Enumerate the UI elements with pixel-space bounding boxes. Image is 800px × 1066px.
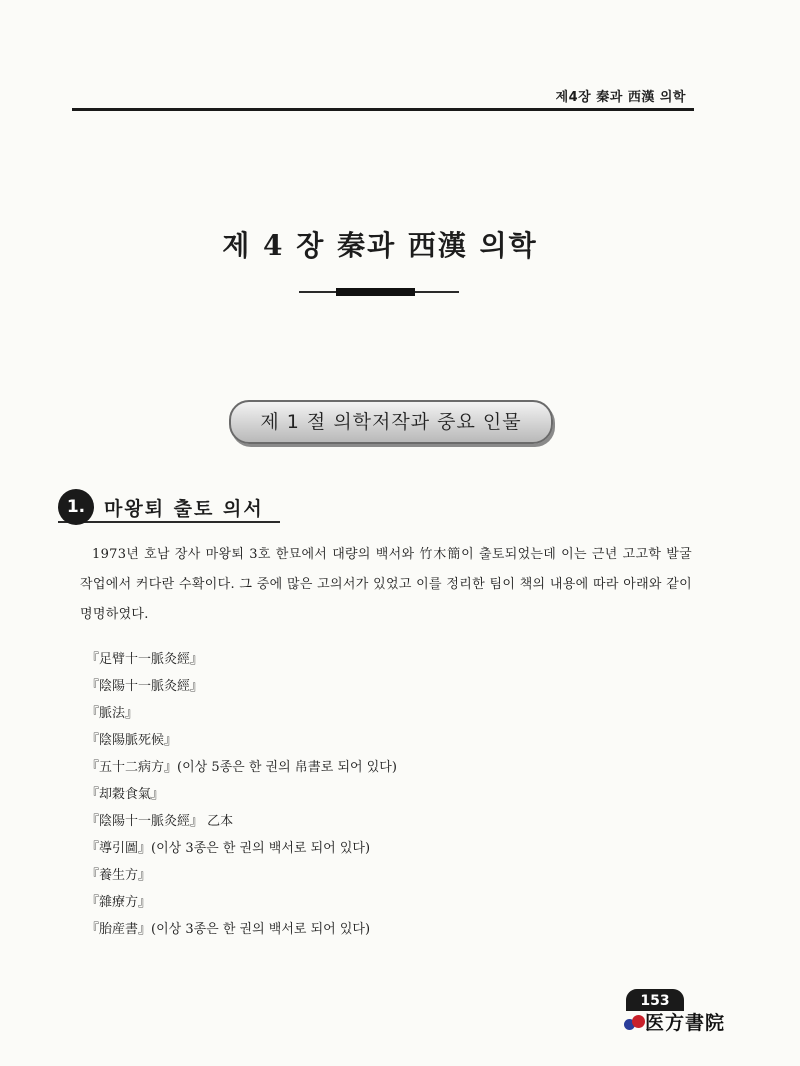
book-item: 『陰陽十一脈灸經』 乙本 <box>86 814 234 829</box>
logo-red-dot <box>632 1015 645 1028</box>
section-heading: 제 1 절 의학저작과 중요 인물 <box>229 400 553 444</box>
chapter-title: 제 4 장 秦과 西漢 의학 <box>222 229 538 262</box>
subsection-heading <box>58 489 280 523</box>
title-rule-bar <box>336 288 415 296</box>
page-number: 153 <box>626 989 684 1011</box>
book-item: 『五十二病方』(이상 5종은 한 권의 帛書로 되어 있다) <box>86 760 397 775</box>
running-head <box>72 84 694 111</box>
book-item: 『導引圖』(이상 3종은 한 권의 백서로 되어 있다) <box>86 841 371 856</box>
subsection-title: 마왕퇴 출토 의서 <box>104 498 264 520</box>
book-item: 『陰陽脈死候』 <box>86 733 178 748</box>
book-item: 『陰陽十一脈灸經』 <box>86 679 204 694</box>
book-item: 『雜療方』 <box>86 895 152 910</box>
book-item: 『足臂十一脈灸經』 <box>86 652 204 667</box>
book-item: 『養生方』 <box>86 868 152 883</box>
book-item: 『脈法』 <box>86 706 139 721</box>
subsection-number: 1. <box>58 489 94 525</box>
publisher-logo-icon <box>624 1015 646 1031</box>
running-head-text: 제4장 秦과 西漢 의학 <box>555 90 686 105</box>
body-paragraph: 1973년 호남 장사 마왕퇴 3호 한묘에서 대량의 백서와 竹木簡이 출토되었는데 이는 근년 고고학 발굴 작업에서 커다란 수확이다. 그 중에 많은 고의서가 있었고 이를 정리한 팀이 책의 내용에 따라 아래와 같이 명명하였다. <box>80 547 692 622</box>
book-item: 『却穀食氣』 <box>86 787 165 802</box>
book-item: 『胎産書』(이상 3종은 한 권의 백서로 되어 있다) <box>86 922 371 937</box>
publisher-name: 医方書院 <box>645 1012 726 1034</box>
book-list <box>86 646 397 943</box>
